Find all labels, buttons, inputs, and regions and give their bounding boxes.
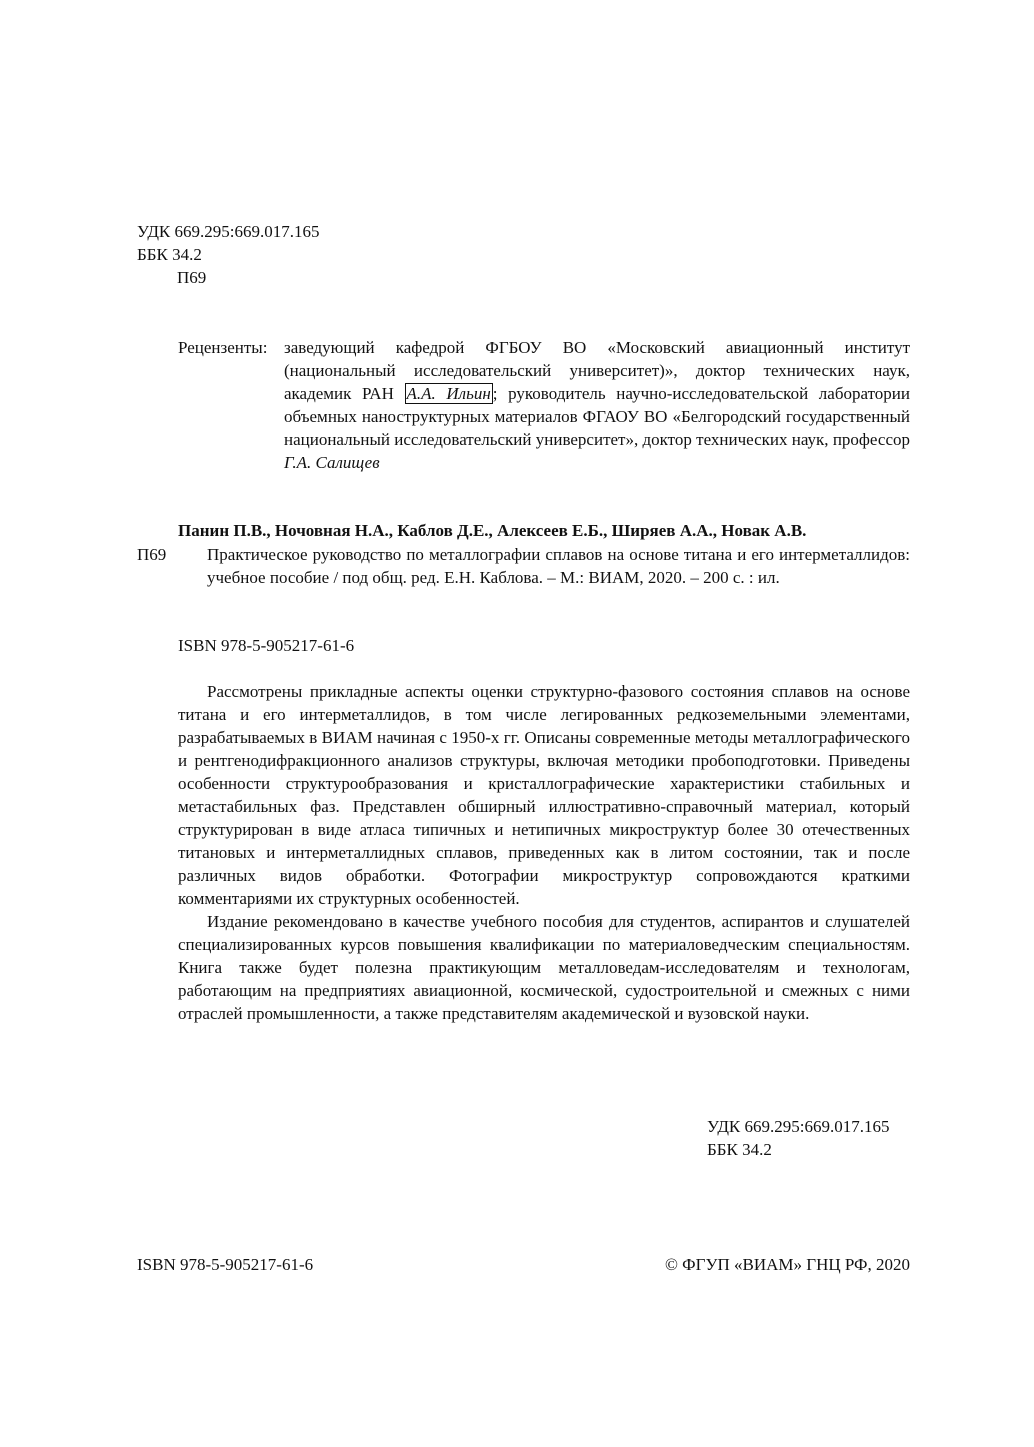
reviewers-text (284, 336, 910, 474)
annotation-paragraph-1: Рассмотрены прикладные аспекты оценки структурно-фазового состояния сплавов на основе титана и его интерметаллидов, в том числе легированных редкоземельными элементами, разрабатываемых в ВИАМ начиная с 1950-х гг. Описаны современные методы металлографического и рентгенодифракционного анализов структуры, включая методики пробоподготовки. Приведены особенности структурообразования и кристаллографические характеристики стабильных и метастабильных фаз. Представлен обширный иллюстративно-справочный материал, который структурирован в виде атласа типичных и нетипичных микроструктур более 30 отечественных титановых и интерметаллидных сплавов, приведенных как в литом состоянии, так и после различных видов обработки. Фотографии микроструктур сопровождаются краткими комментариями их структурных особенностей. (178, 682, 910, 908)
bbk-code-bottom: ББК 34.2 (707, 1140, 772, 1159)
reviewer-name-boxed: А.А. Ильин (406, 384, 491, 403)
classification-block-top (137, 220, 319, 289)
book-authors: Панин П.В., Ночовная Н.А., Каблов Д.Е., Алексеев Е.Б., Ширяев А.А., Новак А.В. (178, 521, 807, 540)
bbk-code: ББК 34.2 (137, 245, 202, 264)
isbn-footer: ISBN 978-5-905217-61-6 (137, 1255, 314, 1274)
reviewers-block (178, 336, 910, 474)
isbn-main: ISBN 978-5-905217-61-6 (178, 636, 355, 655)
reviewers-text-part1: заведующий кафедрой ФГБОУ ВО «Московский авиационный институт (национальный исследовательский университет)», доктор технических наук, академик РАН (284, 338, 910, 403)
reviewer-name-2: Г.А. Салищев (284, 453, 380, 472)
classification-block-bottom (707, 1115, 889, 1161)
reviewers-label: Рецензенты: (178, 338, 268, 357)
author-mark: П69 (177, 268, 207, 287)
bibliographic-description: Практическое руководство по металлографии сплавов на основе титана и его интерметаллидов: учебное пособие / под общ. ред. Е.Н. Каблова. – М.: ВИАМ, 2020. – 200 с. : ил. (207, 545, 910, 587)
annotation (178, 680, 910, 1025)
udk-code-bottom: УДК 669.295:669.017.165 (707, 1117, 890, 1136)
udk-code: УДК 669.295:669.017.165 (137, 222, 320, 241)
annotation-paragraph-2: Издание рекомендовано в качестве учебного пособия для студентов, аспирантов и слушателей специализированных курсов повышения квалификации по материаловедческим специальностям. Книга также будет полезна практикующим металловедам-исследователям и технологам, работающим на предприятиях авиационной, космической, судостроительной и смежных с ними отраслей промышленности, а также представителям академической и вузовской науки. (178, 912, 910, 1023)
book-code: П69 (137, 545, 167, 564)
copyright-notice: © ФГУП «ВИАМ» ГНЦ РФ, 2020 (665, 1255, 910, 1274)
reviewers-text-part2: ; руководитель научно-исследовательской лаборатории объемных наноструктурных материалов ФГАОУ ВО «Белгородский государственный национальный исследовательский университет», доктор технических наук, профессор (284, 384, 910, 449)
